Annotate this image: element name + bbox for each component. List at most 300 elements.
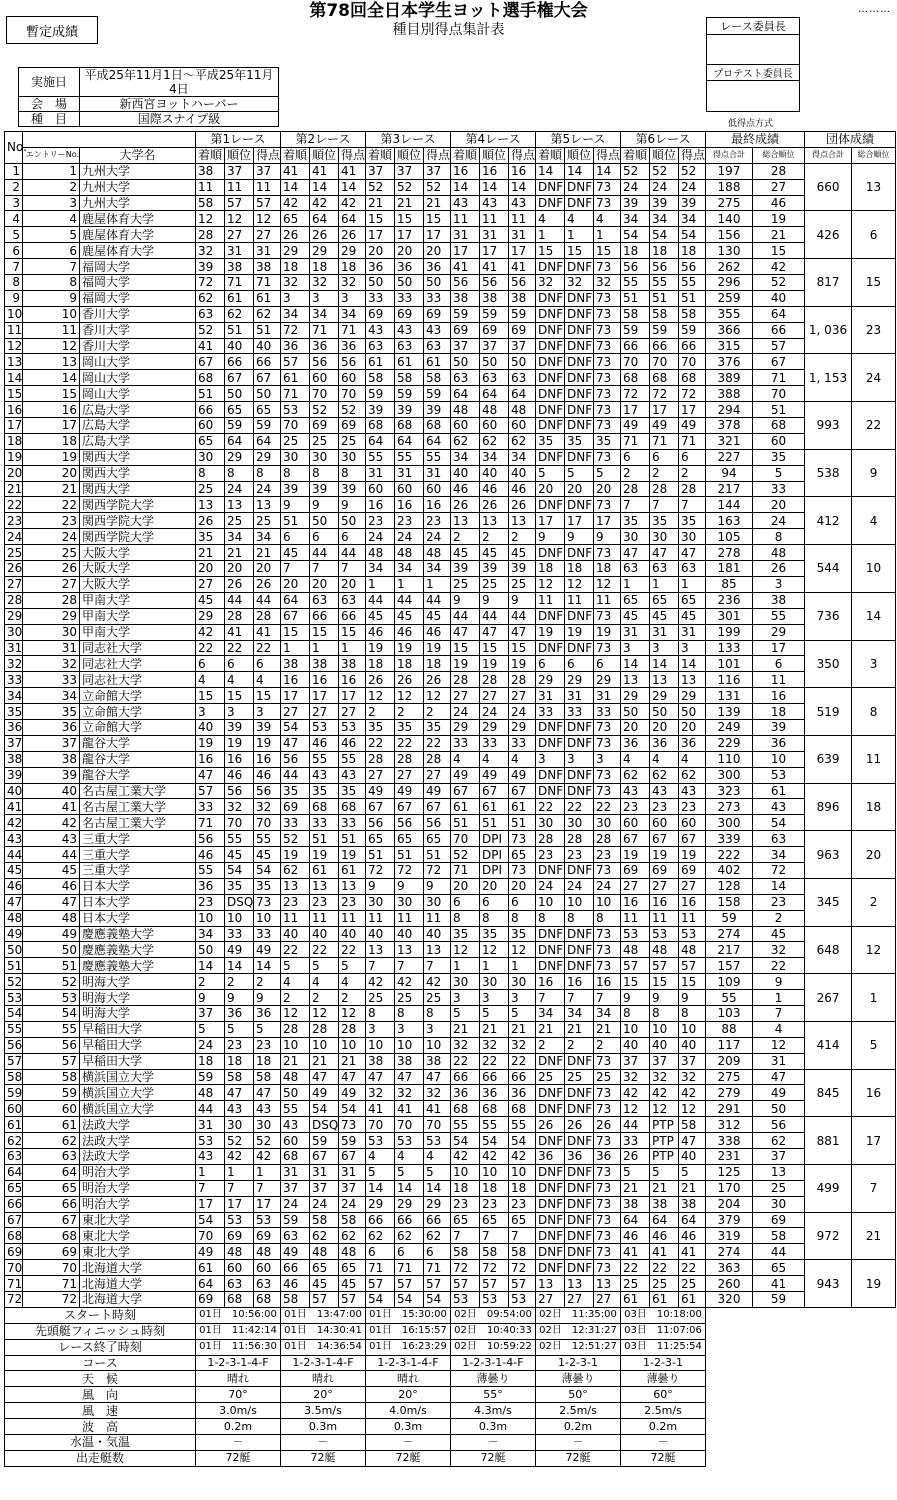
race-cell: 19 (424, 640, 451, 656)
university-name: 龍谷大学 (80, 751, 196, 767)
team-total: 972 (805, 1212, 852, 1260)
race-cell: 39 (254, 719, 281, 735)
race-cell: 19 (480, 656, 509, 672)
row-no: 41 (5, 799, 23, 815)
entry-no: 49 (23, 926, 80, 942)
race-cell: 65 (225, 402, 254, 418)
race-cell: 3 (621, 640, 650, 656)
row-no: 36 (5, 719, 23, 735)
race-cell: 47 (679, 1133, 706, 1149)
race-cell: 40 (281, 926, 310, 942)
race-cell: 61 (225, 290, 254, 306)
race-cell: 1 (679, 576, 706, 592)
team-rank: 24 (852, 354, 896, 402)
race-cell: 19 (509, 656, 536, 672)
final-total: 279 (706, 1085, 753, 1101)
race-cell: 70 (451, 831, 480, 847)
race-cell: 58 (424, 370, 451, 386)
race-cell: DNF (536, 449, 565, 465)
race-cell: 45 (679, 608, 706, 624)
race-cell: 12 (650, 1101, 679, 1117)
university-name: 法政大学 (80, 1149, 196, 1165)
entry-no: 58 (23, 1069, 80, 1085)
race-cell: 5 (679, 1164, 706, 1180)
table-row (5, 1196, 896, 1212)
race-cell: 64 (621, 1212, 650, 1228)
footer-value: － (451, 1435, 536, 1451)
race-cell: 40 (196, 719, 225, 735)
race-cell: 59 (281, 1212, 310, 1228)
race-cell: 26 (339, 227, 366, 243)
race-cell: 17 (480, 243, 509, 259)
race-cell: 17 (254, 1196, 281, 1212)
team-rank: 23 (852, 306, 896, 354)
race-cell: 8 (310, 465, 339, 481)
final-total: 315 (706, 338, 753, 354)
university-name: 三重大学 (80, 862, 196, 878)
race-cell: 5 (650, 1164, 679, 1180)
race-cell: 51 (225, 322, 254, 338)
final-total: 130 (706, 243, 753, 259)
race-cell: 49 (339, 1085, 366, 1101)
university-name: 甲南大学 (80, 608, 196, 624)
final-rank: 33 (753, 481, 805, 497)
race-cell: 44 (366, 592, 395, 608)
final-rank: 60 (753, 433, 805, 449)
race-cell: 20 (536, 481, 565, 497)
final-rank: 11 (753, 672, 805, 688)
footer-value: 0.3m (366, 1419, 451, 1435)
team-total: 519 (805, 688, 852, 736)
race-cell: 54 (225, 862, 254, 878)
race-cell: DNF (565, 958, 594, 974)
final-total: 323 (706, 783, 753, 799)
university-name: 明治大学 (80, 1164, 196, 1180)
row-no: 18 (5, 433, 23, 449)
race-cell: 32 (679, 1069, 706, 1085)
table-row (5, 1037, 896, 1053)
race-cell: 59 (339, 1133, 366, 1149)
col-sub-rank: 順位 (650, 147, 679, 163)
race-cell: 72 (679, 386, 706, 402)
race-cell: 45 (281, 545, 310, 561)
race-cell: 11 (451, 211, 480, 227)
row-no: 20 (5, 465, 23, 481)
race-cell: 38 (509, 290, 536, 306)
footer-value: 0.2m (621, 1419, 706, 1435)
col-entry: エントリーNo. (23, 147, 80, 163)
race-cell: 61 (480, 799, 509, 815)
race-cell: 5 (395, 1164, 424, 1180)
footer-value: 薄曇り (451, 1371, 536, 1387)
race-cell: 50 (225, 386, 254, 402)
race-cell: 2 (254, 974, 281, 990)
race-cell: 29 (679, 688, 706, 704)
footer-value: 3.5m/s (281, 1403, 366, 1419)
row-no: 5 (5, 227, 23, 243)
race-cell: 47 (339, 1069, 366, 1085)
race-cell: 68 (395, 418, 424, 434)
race-cell: 8 (536, 910, 565, 926)
race-cell: 73 (594, 608, 621, 624)
footer-value: 55° (451, 1387, 536, 1403)
team-rank: 9 (852, 449, 896, 497)
race-cell: DNF (536, 767, 565, 783)
race-cell: 3 (196, 704, 225, 720)
race-cell: 55 (366, 449, 395, 465)
race-cell: 10 (254, 910, 281, 926)
race-cell: 18 (424, 656, 451, 672)
final-rank: 37 (753, 1149, 805, 1165)
race-cell: 54 (621, 227, 650, 243)
race-cell: 18 (451, 1180, 480, 1196)
race-cell: 30 (310, 449, 339, 465)
race-cell: 52 (339, 402, 366, 418)
race-cell: 56 (281, 751, 310, 767)
race-cell: 25 (621, 1276, 650, 1292)
race-cell: 66 (196, 402, 225, 418)
race-cell: 49 (424, 783, 451, 799)
race-cell: 22 (225, 640, 254, 656)
race-cell: 32 (339, 275, 366, 291)
race-cell: 30 (225, 1117, 254, 1133)
race-cell: 24 (366, 529, 395, 545)
race-cell: 41 (366, 1101, 395, 1117)
race-cell: 23 (621, 799, 650, 815)
footer-value: 晴れ (281, 1371, 366, 1387)
race-cell: 29 (281, 243, 310, 259)
race-cell: 40 (679, 1149, 706, 1165)
race-cell: 40 (509, 465, 536, 481)
entry-no: 32 (23, 656, 80, 672)
race-cell: 24 (225, 481, 254, 497)
race-cell: 23 (679, 799, 706, 815)
race-cell: 11 (594, 592, 621, 608)
row-no: 30 (5, 624, 23, 640)
university-name: 立命館大学 (80, 719, 196, 735)
footer-value: 72艇 (366, 1450, 451, 1466)
final-total: 227 (706, 449, 753, 465)
race-cell: 41 (451, 259, 480, 275)
race-cell: 3 (480, 990, 509, 1006)
race-cell: 21 (310, 1053, 339, 1069)
table-row (5, 704, 896, 720)
race-cell: 31 (281, 1164, 310, 1180)
footer-value: － (621, 1435, 706, 1451)
entry-no: 50 (23, 942, 80, 958)
university-name: 香川大学 (80, 338, 196, 354)
race-cell: 53 (395, 1133, 424, 1149)
race-cell: 21 (565, 1021, 594, 1037)
race-cell: 27 (424, 767, 451, 783)
race-cell: 36 (536, 1149, 565, 1165)
race-cell: 73 (594, 179, 621, 195)
race-cell: 37 (310, 1180, 339, 1196)
footer-value: 02日 10:40:33 (451, 1323, 536, 1339)
race-cell: 21 (339, 1053, 366, 1069)
footer-blank (706, 1339, 896, 1355)
race-cell: DNF (536, 179, 565, 195)
race-cell: 14 (621, 656, 650, 672)
race-cell: 61 (395, 354, 424, 370)
race-cell: 37 (480, 338, 509, 354)
entry-no: 21 (23, 481, 80, 497)
race-cell: 72 (424, 862, 451, 878)
race-cell: 54 (339, 1101, 366, 1117)
race-cell: 15 (650, 974, 679, 990)
entry-no: 52 (23, 974, 80, 990)
race-cell: 28 (536, 831, 565, 847)
final-rank: 57 (753, 338, 805, 354)
race-cell: 39 (310, 481, 339, 497)
race-cell: 50 (366, 275, 395, 291)
race-cell: 24 (254, 481, 281, 497)
race-cell: 8 (480, 910, 509, 926)
race-cell: 10 (621, 1021, 650, 1037)
row-no: 3 (5, 195, 23, 211)
race-cell: 16 (621, 894, 650, 910)
race-cell: 62 (281, 862, 310, 878)
race-cell: 73 (594, 862, 621, 878)
final-total: 139 (706, 704, 753, 720)
race-cell: 4 (509, 751, 536, 767)
final-rank: 6 (753, 656, 805, 672)
col-race-5: 第5レース (536, 132, 621, 148)
race-cell: 34 (196, 926, 225, 942)
page-title: 第78回全日本学生ヨット選手権大会 (309, 1, 588, 21)
info-label: 種 目 (19, 112, 80, 127)
race-cell: 33 (480, 735, 509, 751)
race-cell: 2 (424, 704, 451, 720)
race-cell: 52 (366, 179, 395, 195)
race-cell: 11 (679, 910, 706, 926)
race-cell: 15 (480, 640, 509, 656)
race-cell: DNF (565, 926, 594, 942)
row-no: 46 (5, 878, 23, 894)
race-cell: 50 (509, 354, 536, 370)
row-no: 1 (5, 163, 23, 179)
table-row (5, 513, 896, 529)
table-row (5, 370, 896, 386)
footer-value: 02日 09:54:00 (451, 1307, 536, 1323)
race-cell: 56 (196, 831, 225, 847)
race-cell: 28 (196, 227, 225, 243)
final-total: 274 (706, 926, 753, 942)
race-cell: DNF (536, 942, 565, 958)
race-cell: 14 (310, 179, 339, 195)
race-cell: 2 (366, 704, 395, 720)
race-cell: 25 (509, 576, 536, 592)
race-cell: 29 (536, 672, 565, 688)
race-cell: 57 (621, 958, 650, 974)
race-cell: 19 (679, 847, 706, 863)
row-no: 4 (5, 211, 23, 227)
final-total: 376 (706, 354, 753, 370)
final-rank: 28 (753, 163, 805, 179)
table-row (5, 481, 896, 497)
race-cell: 67 (395, 799, 424, 815)
race-cell: 13 (225, 497, 254, 513)
table-row (5, 1292, 896, 1308)
race-cell: 73 (594, 545, 621, 561)
footer-value: 20° (281, 1387, 366, 1403)
final-total: 133 (706, 640, 753, 656)
university-name: 名古屋工業大学 (80, 799, 196, 815)
footer-value: － (366, 1435, 451, 1451)
race-cell: 38 (196, 163, 225, 179)
footer-value: 01日 10:56:00 (196, 1307, 281, 1323)
race-cell: 8 (565, 910, 594, 926)
info-value: 新西宮ヨットハーバー (80, 97, 279, 112)
final-rank: 23 (753, 894, 805, 910)
race-cell: DNF (565, 1228, 594, 1244)
final-total: 388 (706, 386, 753, 402)
race-cell: 19 (366, 640, 395, 656)
race-cell: 30 (424, 894, 451, 910)
race-cell: 31 (451, 227, 480, 243)
team-rank: 17 (852, 1117, 896, 1165)
race-cell: 54 (366, 1292, 395, 1308)
team-rank: 16 (852, 1069, 896, 1117)
race-cell: 36 (225, 1005, 254, 1021)
col-sub-finish: 着順 (451, 147, 480, 163)
team-rank: 4 (852, 497, 896, 545)
university-name: 甲南大学 (80, 592, 196, 608)
entry-no: 57 (23, 1053, 80, 1069)
race-cell: 56 (366, 815, 395, 831)
race-cell: 6 (621, 449, 650, 465)
race-cell: 51 (196, 386, 225, 402)
race-cell: 63 (225, 1276, 254, 1292)
col-no: No. (5, 132, 23, 164)
final-rank: 12 (753, 1037, 805, 1053)
race-cell: 1 (196, 1164, 225, 1180)
race-cell: 29 (621, 688, 650, 704)
race-cell: 12 (225, 211, 254, 227)
race-cell: 4 (196, 672, 225, 688)
race-cell: DNF (565, 1085, 594, 1101)
race-cell: 10 (536, 894, 565, 910)
race-cell: 60 (509, 418, 536, 434)
row-no: 58 (5, 1069, 23, 1085)
race-cell: 14 (281, 179, 310, 195)
race-cell: 8 (395, 1005, 424, 1021)
race-cell: 18 (650, 243, 679, 259)
race-cell: 5 (366, 1164, 395, 1180)
race-cell: 28 (509, 672, 536, 688)
race-cell: 40 (451, 465, 480, 481)
race-cell: 34 (451, 449, 480, 465)
table-row (5, 878, 896, 894)
race-cell: 22 (621, 1260, 650, 1276)
race-cell: 43 (509, 195, 536, 211)
race-cell: 19 (621, 847, 650, 863)
table-row (5, 1244, 896, 1260)
race-cell: 36 (254, 1005, 281, 1021)
race-cell: 23 (480, 1196, 509, 1212)
race-cell: 2 (451, 529, 480, 545)
race-cell: 33 (621, 1133, 650, 1149)
race-cell: 37 (509, 338, 536, 354)
race-cell: 45 (196, 592, 225, 608)
race-cell: 73 (594, 942, 621, 958)
race-cell: 3 (339, 290, 366, 306)
race-cell: 30 (594, 815, 621, 831)
table-row (5, 894, 896, 910)
race-cell: DNF (536, 783, 565, 799)
footer-value: 晴れ (366, 1371, 451, 1387)
race-cell: 50 (310, 513, 339, 529)
race-cell: 12 (196, 211, 225, 227)
row-no: 32 (5, 656, 23, 672)
race-cell: 32 (281, 275, 310, 291)
race-cell: 43 (395, 322, 424, 338)
university-name: 横浜国立大学 (80, 1085, 196, 1101)
race-cell: 63 (196, 306, 225, 322)
race-cell: 61 (650, 1292, 679, 1308)
row-no: 35 (5, 704, 23, 720)
race-cell: 50 (451, 354, 480, 370)
race-cell: 11 (565, 592, 594, 608)
footer-row (5, 1371, 896, 1387)
final-rank: 9 (753, 974, 805, 990)
race-cell: 19 (650, 847, 679, 863)
race-cell: 22 (650, 1260, 679, 1276)
race-cell: 25 (310, 433, 339, 449)
table-row (5, 529, 896, 545)
final-total: 339 (706, 831, 753, 847)
race-cell: 28 (594, 831, 621, 847)
race-cell: 34 (480, 449, 509, 465)
race-cell: 22 (451, 1053, 480, 1069)
race-cell: 18 (310, 259, 339, 275)
race-cell: 39 (196, 259, 225, 275)
university-name: 関西大学 (80, 481, 196, 497)
race-cell: 34 (254, 529, 281, 545)
row-no: 63 (5, 1149, 23, 1165)
col-sub-points: 得点 (594, 147, 621, 163)
race-cell: 11 (196, 179, 225, 195)
race-cell: 29 (225, 449, 254, 465)
race-cell: 29 (565, 672, 594, 688)
team-rank: 14 (852, 592, 896, 640)
race-cell: 2 (509, 529, 536, 545)
race-cell: 13 (395, 942, 424, 958)
footer-label: レース終了時刻 (5, 1339, 196, 1355)
race-cell: 15 (225, 688, 254, 704)
info-value: 平成25年11月1日～平成25年11月4日 (80, 68, 279, 97)
race-cell: 24 (679, 179, 706, 195)
race-cell: 43 (196, 1149, 225, 1165)
race-cell: 61 (366, 354, 395, 370)
race-cell: 20 (565, 481, 594, 497)
race-cell: 4 (536, 211, 565, 227)
race-cell: DNF (536, 926, 565, 942)
final-total: 128 (706, 878, 753, 894)
race-cell: 35 (196, 529, 225, 545)
race-cell: 17 (536, 513, 565, 529)
final-total: 278 (706, 545, 753, 561)
race-cell: 38 (310, 656, 339, 672)
race-cell: 60 (621, 815, 650, 831)
row-no: 55 (5, 1021, 23, 1037)
entry-no: 19 (23, 449, 80, 465)
race-cell: 12 (310, 1005, 339, 1021)
race-cell: 72 (650, 386, 679, 402)
race-cell: DNF (536, 719, 565, 735)
race-cell: 14 (509, 179, 536, 195)
race-cell: 58 (366, 370, 395, 386)
